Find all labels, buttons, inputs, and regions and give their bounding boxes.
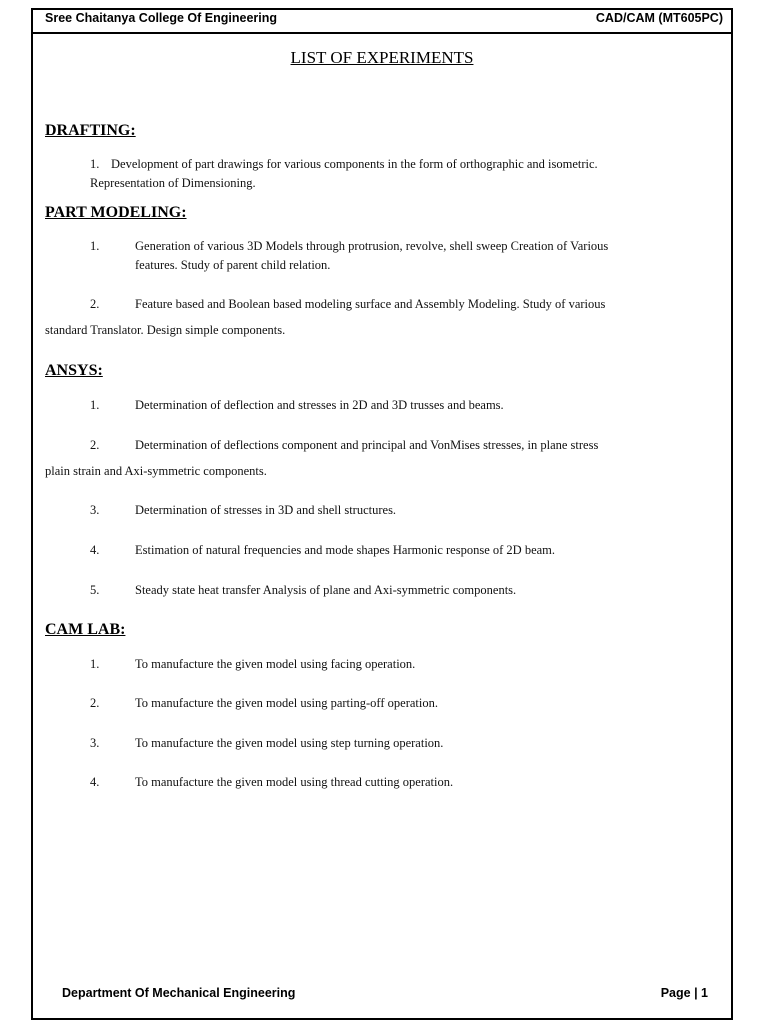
item-number: 1.	[90, 398, 100, 412]
item-number: 1.	[90, 657, 100, 671]
section-heading-part-modeling: PART MODELING:	[45, 204, 187, 221]
item-number: 2.	[90, 297, 100, 311]
item-number: 4.	[90, 775, 100, 789]
item-number: 1.	[90, 239, 100, 253]
document-title: LIST OF EXPERIMENTS	[290, 48, 474, 67]
item-text: Determination of deflection and stresses in 2D and 3D trusses and beams.	[135, 398, 504, 412]
item-number: 3.	[90, 736, 100, 750]
item-text-continued: plain strain and Axi-symmetric components.	[45, 464, 267, 478]
item-text-continued: standard Translator. Design simple components.	[45, 323, 286, 337]
item-text: Estimation of natural frequencies and mode shapes Harmonic response of 2D beam.	[135, 543, 556, 557]
item-text: Feature based and Boolean based modeling surface and Assembly Modeling. Study of various	[135, 297, 606, 311]
footer-page-number: Page | 1	[660, 986, 708, 1000]
section-heading-drafting: DRAFTING:	[45, 122, 136, 139]
item-text: Development of part drawings for various components in the form of orthographic and isometric.	[111, 157, 598, 171]
item-number: 1.	[90, 157, 100, 171]
item-text-continued: features. Study of parent child relation.	[135, 258, 331, 272]
item-text: Determination of deflections component and principal and VonMises stresses, in plane stress	[135, 438, 599, 452]
section-heading-ansys: ANSYS:	[45, 362, 103, 379]
item-text: Generation of various 3D Models through protrusion, revolve, shell sweep Creation of Various	[135, 239, 609, 253]
item-text: To manufacture the given model using step turning operation.	[135, 736, 444, 750]
item-text: To manufacture the given model using facing operation.	[135, 657, 416, 671]
item-text-continued: Representation of Dimensioning.	[90, 176, 256, 190]
item-number: 3.	[90, 503, 100, 517]
college-name: Sree Chaitanya College Of Engineering	[45, 11, 278, 25]
item-number: 2.	[90, 438, 100, 452]
item-text: To manufacture the given model using thread cutting operation.	[135, 775, 454, 789]
page-header	[31, 8, 733, 34]
item-text: Determination of stresses in 3D and shell structures.	[135, 503, 397, 517]
item-text: To manufacture the given model using parting-off operation.	[135, 696, 438, 710]
footer-department: Department Of Mechanical Engineering	[62, 986, 296, 1000]
section-heading-cam-lab: CAM LAB:	[45, 621, 126, 638]
item-number: 5.	[90, 583, 100, 597]
course-code: CAD/CAM (MT605PC)	[595, 11, 723, 25]
item-text: Steady state heat transfer Analysis of plane and Axi-symmetric components.	[135, 583, 517, 597]
item-number: 2.	[90, 696, 100, 710]
item-number: 4.	[90, 543, 100, 557]
